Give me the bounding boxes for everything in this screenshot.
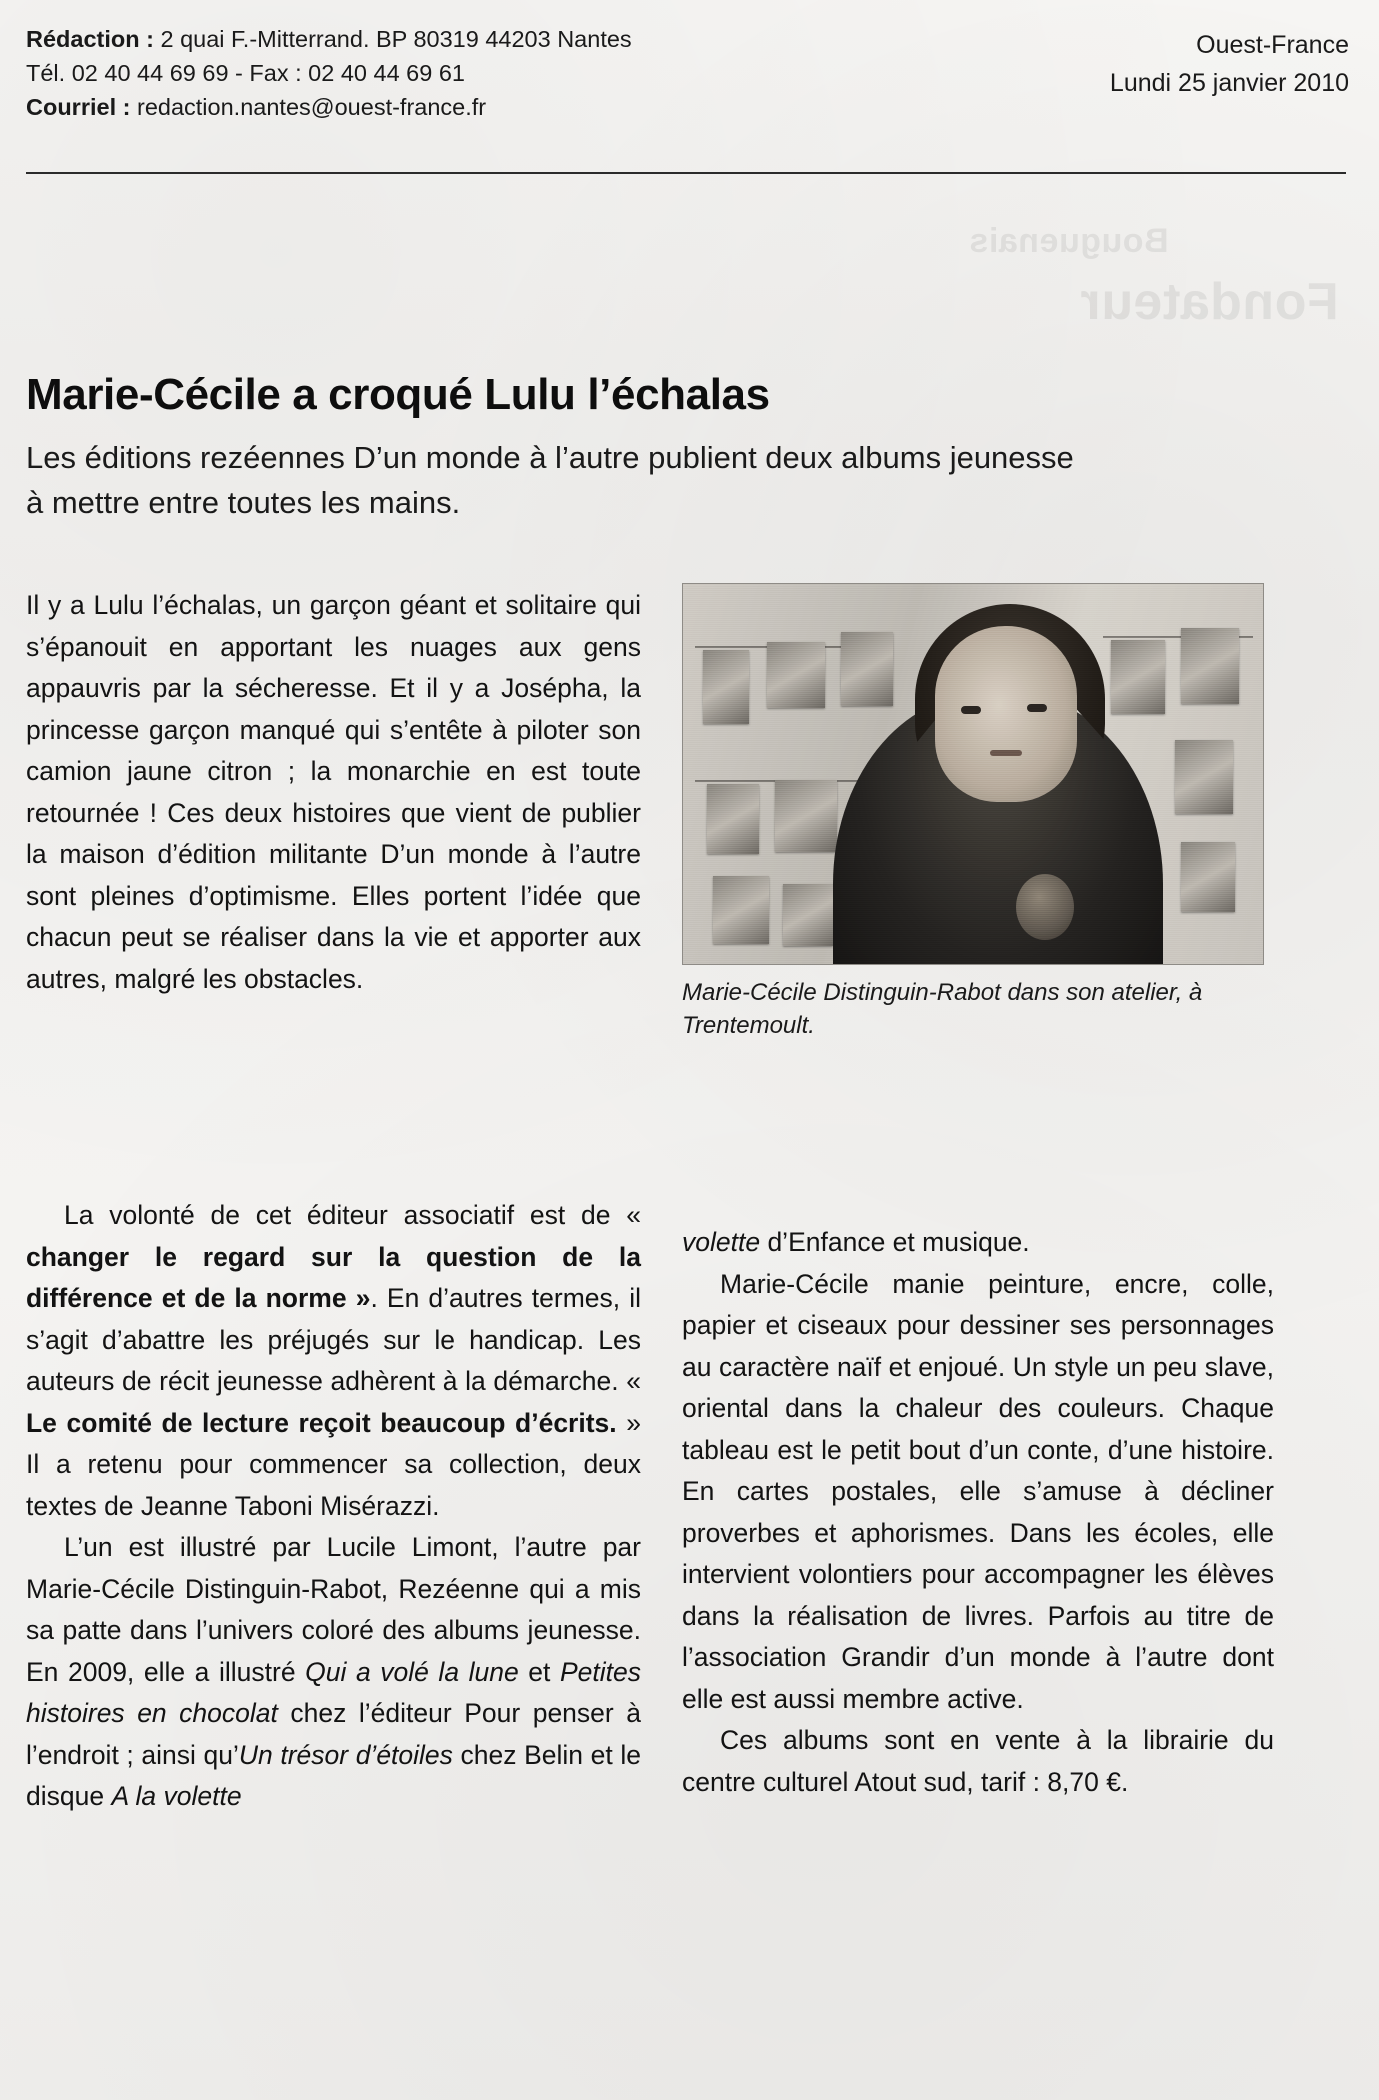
courriel-label: Courriel : bbox=[26, 94, 131, 120]
text-run: chez Belin et le disque bbox=[26, 1739, 641, 1811]
article-standfirst: Les éditions rezéennes D’un monde à l’autre publient deux albums jeunesse à mettre entre toutes les mains. bbox=[26, 440, 1074, 520]
photo-grain-overlay bbox=[683, 584, 1263, 964]
bleed-through-text-1: Bouguenais bbox=[969, 222, 1169, 260]
text-run: L’un est illustré par Lucile Limont, l’autre par Marie-Cécile Distinguin-Rabot, Rezéenne qui a mis sa patte dans l’univers coloré des albums jeunesse. En 2009, elle a illustré bbox=[26, 1532, 641, 1687]
text-run: chez l’éditeur Pour penser à l’endroit ; ainsi qu’ bbox=[26, 1698, 641, 1770]
paragraph: Ces albums sont en vente à la librairie du centre culturel Atout sud, tarif : 8,70 €. bbox=[682, 1725, 1274, 1797]
publication-name: Ouest-France bbox=[1196, 31, 1349, 59]
masthead bbox=[26, 22, 1349, 134]
quote-emphasis: changer le regard sur la question de la différence et de la norme » bbox=[26, 1241, 641, 1313]
book-title: A la volette bbox=[111, 1781, 242, 1811]
article-photo bbox=[682, 583, 1264, 965]
quote-emphasis: Le comité de lecture reçoit beaucoup d’écrits. bbox=[26, 1407, 617, 1438]
book-title: Petites histoires en chocolat bbox=[26, 1656, 641, 1728]
masthead-address-line bbox=[26, 22, 632, 56]
paragraph bbox=[26, 1527, 641, 1818]
text-run: La volonté de cet éditeur associatif est de « bbox=[64, 1200, 641, 1230]
article-headline: Marie-Cécile a croqué Lulu l’échalas bbox=[26, 370, 770, 419]
text-run: » Il a retenu pour commencer sa collection, deux textes de Jeanne Taboni Misérazzi. bbox=[26, 1407, 642, 1521]
redaction-value: 2 quai F.-Mitterrand. BP 80319 44203 Nantes bbox=[153, 26, 632, 52]
article-photo-block bbox=[682, 583, 1262, 1042]
masthead-divider bbox=[26, 172, 1346, 174]
text-run: et bbox=[518, 1656, 560, 1687]
paragraph: Marie-Cécile manie peinture, encre, colle, papier et ciseaux pour dessiner ses personnages au caractère naïf et enjoué. Un style un peu slave, oriental dans la chaleur des couleurs. Chaque tableau est le petit bout d’un conte, d’une histoire. En cartes postales, elle s’amuse à décliner proverbes et aphorismes. Dans les écoles, elle intervient volontiers pour accompagner les élèves dans la réalisation de livres. Parfois au titre de l’association Grandir d’un monde à l’autre dont elle est aussi membre active. bbox=[682, 1268, 1274, 1714]
album-title-tail: volette bbox=[682, 1227, 761, 1257]
book-title: Qui a volé la lune bbox=[305, 1656, 519, 1687]
masthead-publication-block bbox=[1110, 26, 1349, 102]
masthead-phone-line: Tél. 02 40 44 69 69 - Fax : 02 40 44 69 61 bbox=[26, 60, 465, 86]
book-title: Un trésor d’étoiles bbox=[238, 1739, 453, 1770]
publication-date: Lundi 25 janvier 2010 bbox=[1109, 69, 1349, 97]
photo-caption: Marie-Cécile Distinguin-Rabot dans son atelier, à Trentemoult. bbox=[682, 979, 1203, 1039]
courriel-value: redaction.nantes@ouest-france.fr bbox=[130, 94, 487, 120]
text-run: . En d’autres termes, il s’agit d’abattre les préjugés sur le handicap. Les auteurs de récit jeunesse adhèrent à la démarche. « bbox=[26, 1283, 641, 1396]
masthead-contact-block bbox=[26, 22, 632, 124]
masthead-email-line bbox=[26, 90, 632, 124]
redaction-label: Rédaction : bbox=[26, 26, 154, 52]
text-run: d’Enfance et musique. bbox=[760, 1227, 1030, 1257]
paragraph: Il y a Lulu l’échalas, un garçon géant et solitaire qui s’épanouit en apportant les nuages aux gens appauvris par la sécheresse. Et il y a Josépha, la princesse garçon manqué qui s’entête à piloter son camion jaune citron ; la monarchie en est toute retournée ! Ces deux histoires que vient de publier la maison d’édition militante D’un monde à l’autre sont pleines d’optimisme. Elles portent l’idée que chacun peut se réaliser dans la vie et apporter aux autres, malgré les obstacles. bbox=[26, 590, 641, 994]
paragraph bbox=[26, 1195, 641, 1527]
bleed-through-text-2: Fondateur bbox=[1080, 273, 1339, 331]
article-column-right bbox=[682, 1222, 1274, 1803]
article-column-left-bottom bbox=[26, 1195, 641, 1818]
article-column-left-top bbox=[26, 585, 641, 1000]
paragraph bbox=[682, 1222, 1274, 1264]
